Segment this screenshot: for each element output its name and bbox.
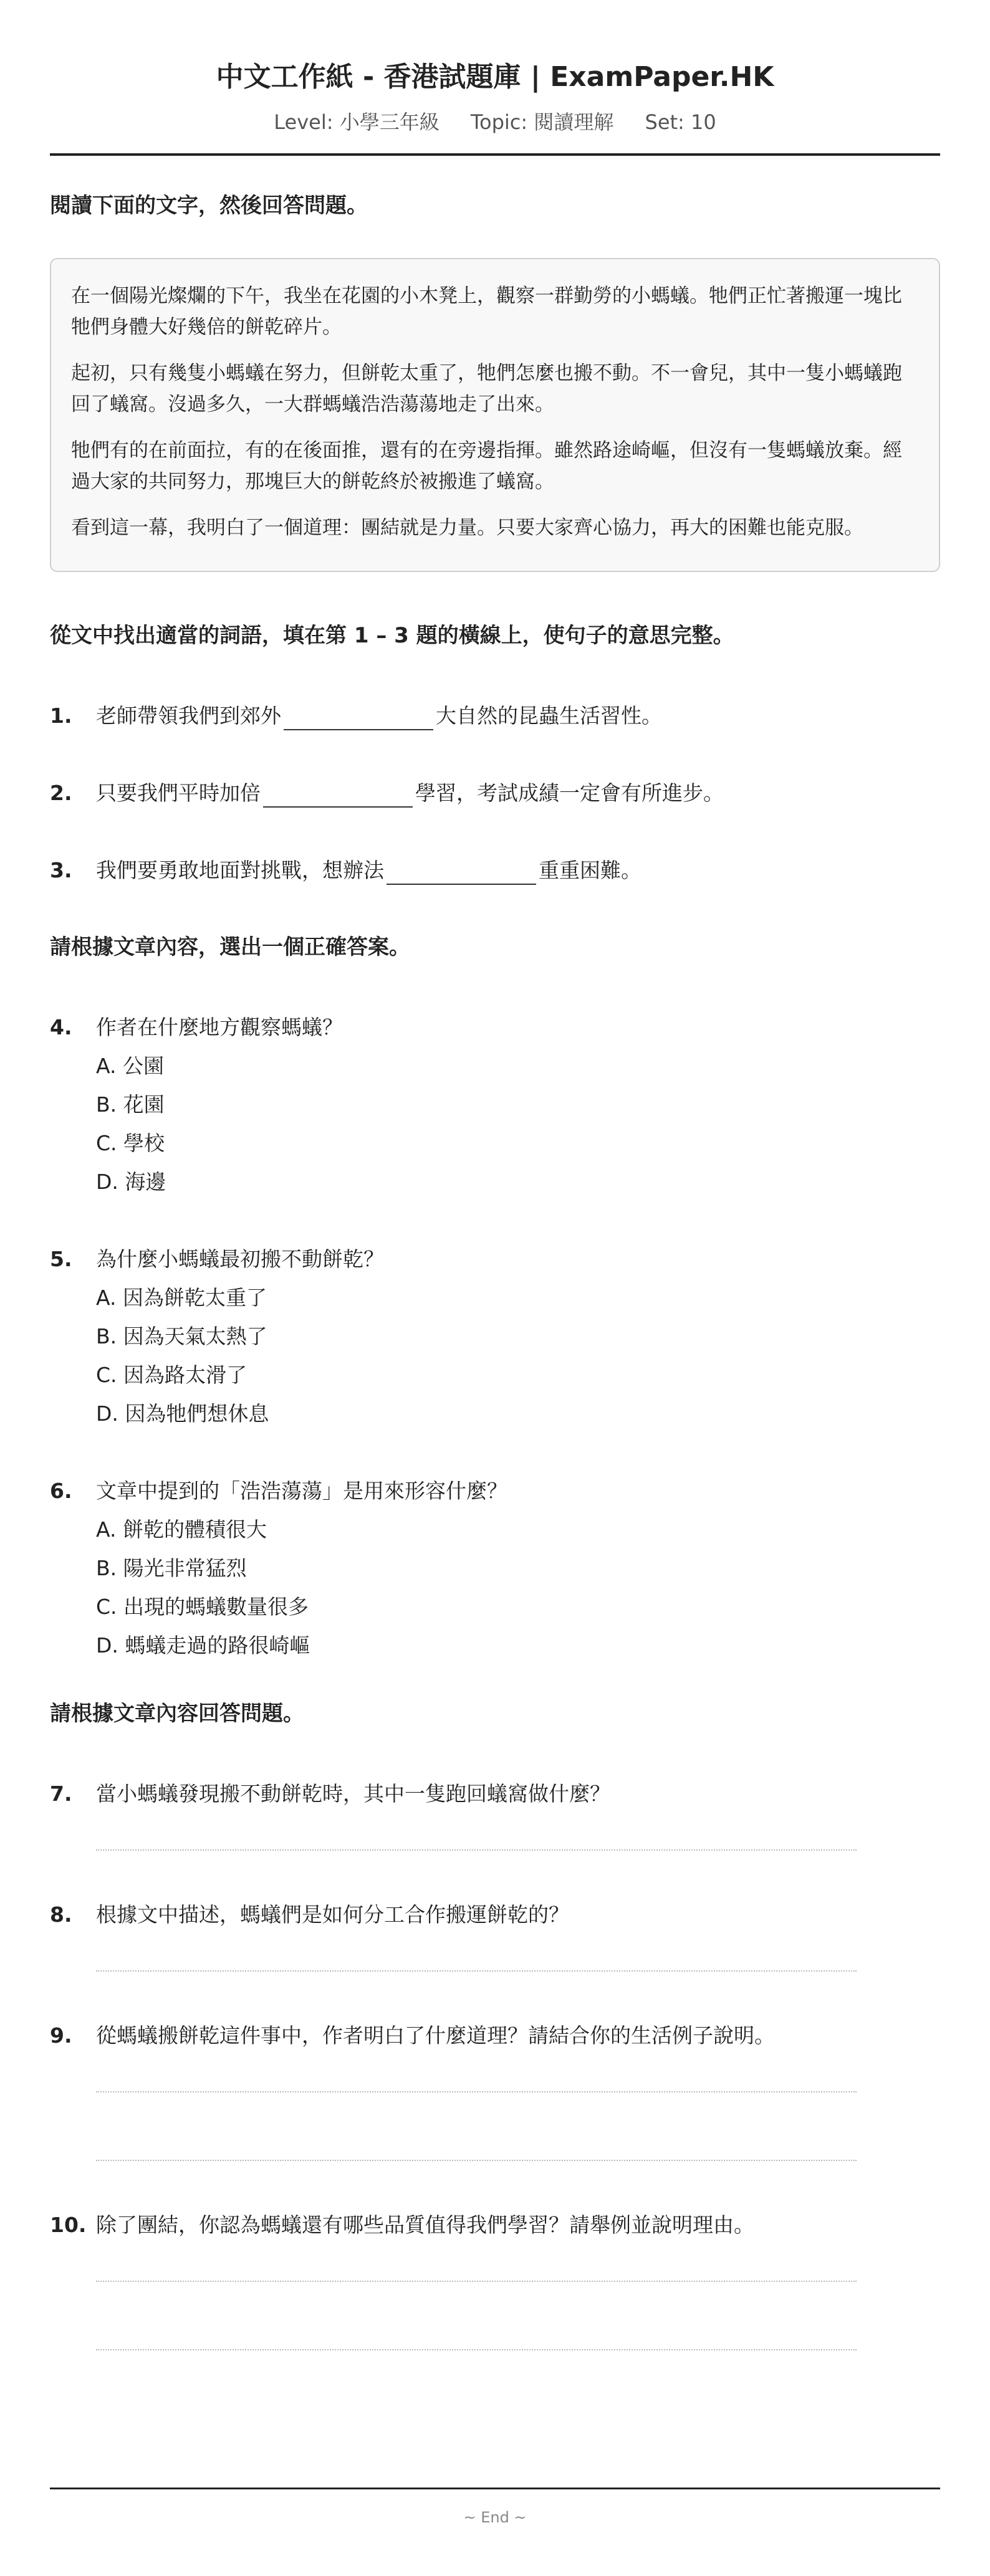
option-a[interactable]: A. 公園 [96, 1054, 164, 1078]
fill-question-2 [50, 779, 940, 808]
option-b[interactable]: B. 陽光非常猛烈 [96, 1556, 247, 1580]
question-text: 作者在什麼地方觀察螞蟻？ [96, 1015, 343, 1039]
reading-passage [50, 258, 940, 572]
passage-paragraph: 看到這一幕，我明白了一個道理：團結就是力量。只要大家齊心協力，再大的困難也能克服。 [71, 517, 863, 539]
fill-question-3 [50, 856, 940, 885]
answer-line[interactable] [96, 2349, 857, 2350]
passage-paragraph: 起初，只有幾隻小螞蟻在努力，但餅乾太重了，牠們怎麼也搬不動。不一會兒，其中一隻小螞蟻跑回了蟻窩。沒過多久，一大群螞蟻浩浩蕩蕩地走了出來。 [71, 362, 902, 416]
option-a[interactable]: A. 餅乾的體積很大 [96, 1517, 267, 1542]
question-text: 為什麼小螞蟻最初搬不動餅乾？ [96, 1247, 384, 1271]
answer-blank[interactable] [387, 860, 536, 885]
question-number: 9. [50, 2023, 72, 2048]
option-c[interactable]: C. 出現的螞蟻數量很多 [96, 1595, 309, 1619]
question-text-before: 老師帶領我們到郊外 [96, 704, 281, 728]
question-number: 3. [50, 858, 72, 882]
open-question-7 [50, 1780, 940, 1851]
passage-paragraph: 牠們有的在前面拉，有的在後面推，還有的在旁邊指揮。雖然路途崎嶇，但沒有一隻螞蟻放棄。經過大家的共同努力，那塊巨大的餅乾終於被搬進了蟻窩。 [71, 439, 902, 493]
fill-question-1 [50, 702, 940, 730]
mc-question-6 [50, 1477, 940, 1660]
mc-question-4 [50, 1013, 940, 1196]
question-number: 7. [50, 1782, 72, 1806]
question-text-after: 重重困難。 [539, 858, 642, 882]
question-text-before: 我們要勇敢地面對挑戰，想辦法 [96, 858, 384, 882]
option-c[interactable]: C. 學校 [96, 1131, 165, 1155]
answer-blank[interactable] [284, 705, 433, 730]
fill-instruction: 從文中找出適當的詞語，填在第 1 – 3 題的橫線上，使句子的意思完整。 [50, 623, 734, 648]
answer-line[interactable] [96, 1849, 857, 1851]
question-text-before: 只要我們平時加倍 [96, 781, 261, 805]
mc-instruction: 請根據文章內容，選出一個正確答案。 [50, 935, 410, 960]
option-d[interactable]: D. 因為牠們想休息 [96, 1401, 269, 1426]
question-number: 10. [50, 2213, 87, 2237]
worksheet-title: 中文工作紙 - 香港試題庫 | ExamPaper.HK [216, 61, 774, 93]
level-label: Level: 小學三年級 [274, 110, 440, 134]
question-text-after: 大自然的昆蟲生活習性。 [436, 704, 662, 728]
question-text: 文章中提到的「浩浩蕩蕩」是用來形容什麼？ [96, 1479, 507, 1503]
open-question-8 [50, 1901, 940, 1972]
question-number: 2. [50, 781, 72, 805]
option-list [96, 1284, 940, 1428]
option-b[interactable]: B. 花園 [96, 1092, 165, 1117]
question-number: 6. [50, 1479, 72, 1503]
question-text: 從螞蟻搬餅乾這件事中，作者明白了什麼道理？請結合你的生活例子說明。 [96, 2023, 775, 2048]
mc-question-5 [50, 1245, 940, 1428]
option-list [96, 1052, 940, 1196]
open-instruction: 請根據文章內容回答問題。 [50, 1701, 304, 1726]
answer-line[interactable] [96, 2091, 857, 2092]
question-text: 當小螞蟻發現搬不動餅乾時，其中一隻跑回蟻窩做什麼？ [96, 1782, 610, 1806]
option-b[interactable]: B. 因為天氣太熱了 [96, 1324, 267, 1348]
answer-blank[interactable] [263, 783, 413, 808]
open-question-9 [50, 2021, 940, 2161]
answer-line[interactable] [96, 2281, 857, 2282]
set-label: Set: 10 [645, 110, 716, 134]
worksheet-header [50, 0, 940, 156]
question-number: 8. [50, 1902, 72, 1927]
open-question-10 [50, 2211, 940, 2350]
reading-instruction: 閱讀下面的文字，然後回答問題。 [50, 193, 368, 218]
worksheet-meta [50, 110, 940, 135]
passage-paragraph: 在一個陽光燦爛的下午，我坐在花園的小木凳上，觀察一群勤勞的小螞蟻。牠們正忙著搬運一塊比牠們身體大好幾倍的餅乾碎片。 [71, 285, 902, 338]
option-list [96, 1515, 940, 1660]
option-d[interactable]: D. 螞蟻走過的路很崎嶇 [96, 1633, 310, 1658]
question-text-after: 學習，考試成績一定會有所進步。 [415, 781, 724, 805]
end-label: ~ End ~ [463, 2509, 527, 2526]
question-number: 4. [50, 1015, 72, 1039]
question-number: 5. [50, 1247, 72, 1271]
worksheet-footer [50, 2488, 940, 2527]
answer-line[interactable] [96, 2160, 857, 2161]
option-c[interactable]: C. 因為路太滑了 [96, 1363, 248, 1387]
topic-label: Topic: 閱讀理解 [470, 110, 614, 134]
question-text: 除了團結，你認為螞蟻還有哪些品質值得我們學習？請舉例並說明理由。 [96, 2213, 754, 2237]
question-text: 根據文中描述，螞蟻們是如何分工合作搬運餅乾的？ [96, 1902, 569, 1927]
option-d[interactable]: D. 海邊 [96, 1170, 166, 1194]
question-number: 1. [50, 704, 72, 728]
option-a[interactable]: A. 因為餅乾太重了 [96, 1286, 267, 1310]
answer-line[interactable] [96, 1970, 857, 1972]
